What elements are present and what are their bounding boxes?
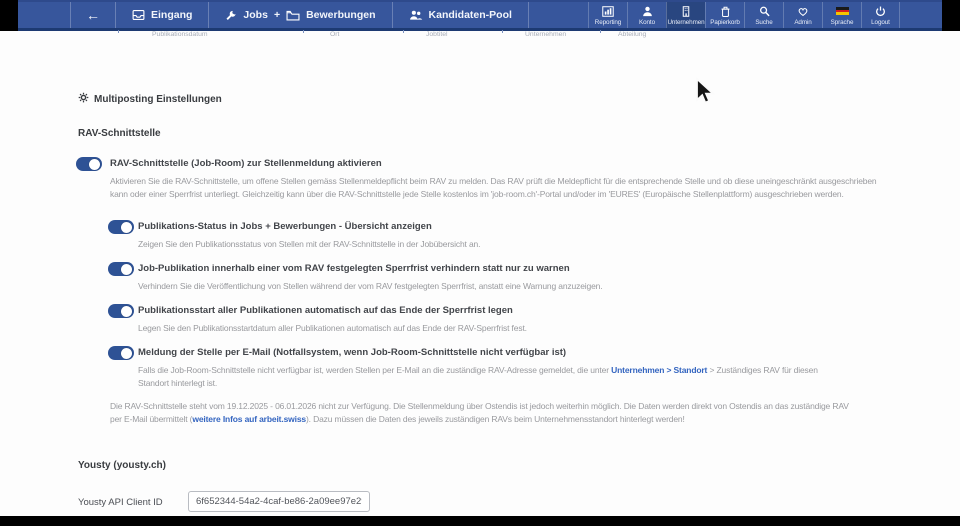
german-flag-icon [836, 5, 849, 17]
unternehmen-standort-link[interactable]: Unternehmen > Standort [611, 365, 708, 375]
nav-item-label-jobs: Jobs [243, 9, 268, 21]
toggle-label: Publikationsstart aller Publikationen automatisch auf das Ende der Sperrfrist legen [138, 305, 513, 316]
toggle-knob [121, 306, 132, 317]
toggle-sperrfrist-verhindern[interactable] [108, 262, 134, 276]
nav-item-eingang[interactable] [115, 2, 208, 28]
mouse-cursor [692, 76, 716, 113]
toggle-description: Legen Sie den Publikationsstartdatum aller Publikationen automatisch auf das Ende der RAV-Sperrfrist fest. [138, 323, 527, 333]
nav-item-label: Reporting [594, 19, 622, 26]
nav-item-label-bewerbungen: Bewerbungen [306, 9, 376, 21]
nav-item-label: Suche [755, 19, 773, 26]
description-text: > Zuständiges RAV für diesen Standort hinterlegt ist. [138, 365, 818, 388]
bg-column-unternehmen: Unternehmen [525, 31, 567, 38]
nav-item-label: Logout [871, 19, 890, 26]
toggle-knob [121, 348, 132, 359]
nav-item-label: Eingang [151, 9, 193, 21]
page-title-row [78, 90, 222, 108]
plus-separator: + [273, 9, 281, 21]
nav-item-label: Sprache [830, 19, 854, 26]
nav-item-suche[interactable] [744, 2, 783, 28]
back-arrow-icon: ← [86, 7, 100, 23]
heart-icon [797, 5, 809, 17]
power-icon [875, 5, 886, 17]
section-title-rav: RAV-Schnittstelle [78, 128, 161, 139]
nav-item-kandidaten-pool[interactable] [392, 2, 529, 28]
toggle-description [138, 364, 838, 390]
search-icon [759, 5, 770, 17]
note-text: Die RAV-Schnittstelle steht vom 19.12.2025 - 06.01.2026 nicht zur Verfügung. Die Stellenmeldung über Ostendis ist jedoch weiterhin möglich. Die Daten werden direkt von Ostendis an das zuständige RAV per E-Mail übermittelt ( [110, 401, 849, 424]
yousty-api-client-id-label: Yousty API Client ID [78, 497, 163, 508]
toggle-label: Meldung der Stelle per E-Mail (Notfallsystem, wenn Job-Room-Schnittstelle nicht verfügbar ist) [138, 347, 567, 358]
nav-item-label: Konto [639, 19, 655, 26]
nav-item-konto[interactable] [627, 2, 666, 28]
back-button[interactable] [70, 2, 115, 28]
letterbox-bottom [0, 516, 960, 526]
background-table-header [0, 30, 960, 40]
description-text: Falls die Job-Room-Schnittstelle nicht verfügbar ist, werden Stellen per E-Mail an die zuständige RAV-Adresse gemeldet, die unter [138, 365, 612, 375]
toggle-publikationsstart[interactable] [108, 304, 134, 318]
toggle-publikations-status[interactable] [108, 220, 134, 234]
nav-item-papierkorb[interactable] [705, 2, 744, 28]
toggle-description: Aktivieren Sie die RAV-Schnittstelle, um offene Stellen gemäss Stellenmeldepflicht beim RAV zu melden. Das RAV prüft die Meldepflicht für die entsprechende Stelle und ob diese uneingeschränkt ausgeschrieben kann oder einer Sperrfrist unterliegt. Gleichzeitig kann über die RAV-Schnittstelle jede Stelle kostenlos im 'job-room.ch'-Portal und/oder im 'EURES' (Europäische Stellenplattform) ausgeschrieben werden. [110, 176, 877, 199]
letterbox-right [942, 0, 960, 31]
bg-column-ort: Ort [330, 31, 340, 38]
gear-icon [78, 90, 89, 108]
toggle-description: Zeigen Sie den Publikationsstatus von Stellen mit der RAV-Schnittstelle in der Jobübersicht an. [138, 239, 481, 249]
toggle-meldung-email[interactable] [108, 346, 134, 360]
nav-item-reporting[interactable] [588, 2, 627, 28]
toggle-knob [121, 264, 132, 275]
nav-item-label: Kandidaten-Pool [428, 9, 512, 21]
toggle-label: RAV-Schnittstelle (Job-Room) zur Stellenmeldung aktivieren [110, 158, 382, 169]
nav-item-logout[interactable] [861, 2, 900, 28]
bg-column-publikationsdatum: Publikationsdatum [152, 31, 208, 38]
user-icon [642, 5, 653, 17]
note-text: ). Dazu müssen die Daten des jeweils zuständigen RAVs beim Unternehmensstandort hinterlegt werden! [305, 414, 685, 424]
toggle-label: Publikations-Status in Jobs + Bewerbungen - Übersicht anzeigen [138, 221, 432, 232]
nav-item-admin[interactable] [783, 2, 822, 28]
toggle-description: Verhindern Sie die Veröffentlichung von Stellen während der vom RAV festgelegten Sperrfrist, anstatt eine Warnung anzuzeigen. [138, 281, 603, 291]
letterbox-left [0, 0, 18, 31]
nav-right-group [588, 2, 900, 28]
toggle-knob [89, 159, 100, 170]
nav-item-label: Unternehmen [667, 19, 705, 26]
toggle-knob [121, 222, 132, 233]
bar-chart-icon [602, 5, 614, 17]
nav-item-sprache[interactable] [822, 2, 861, 28]
toggle-label: Job-Publikation innerhalb einer vom RAV festgelegten Sperrfrist verhindern statt nur zu warnen [138, 263, 570, 274]
top-navbar [18, 0, 942, 31]
inbox-icon [132, 9, 145, 21]
bg-column-jobtitel: Jobtitel [426, 31, 448, 38]
bg-column-abteilung: Abteilung [618, 31, 647, 38]
yousty-api-client-id-input[interactable] [188, 491, 370, 512]
nav-item-jobs-bewerbungen[interactable] [208, 2, 391, 28]
users-icon [409, 9, 423, 21]
page-title: Multiposting Einstellungen [94, 93, 222, 105]
nav-item-unternehmen[interactable] [666, 2, 705, 28]
wrench-icon [225, 9, 237, 21]
section-title-yousty: Yousty (yousty.ch) [78, 460, 166, 471]
toggle-rav-schnittstelle[interactable] [76, 157, 102, 171]
rav-availability-note [110, 400, 855, 426]
arbeit-swiss-link[interactable]: weitere Infos auf arbeit.swiss [192, 414, 306, 424]
building-icon [681, 5, 691, 17]
nav-left-group [70, 2, 529, 28]
trash-icon [720, 5, 731, 17]
nav-item-label: Admin [794, 19, 812, 26]
nav-item-label: Papierkorb [710, 19, 740, 26]
folder-open-icon [286, 10, 300, 21]
